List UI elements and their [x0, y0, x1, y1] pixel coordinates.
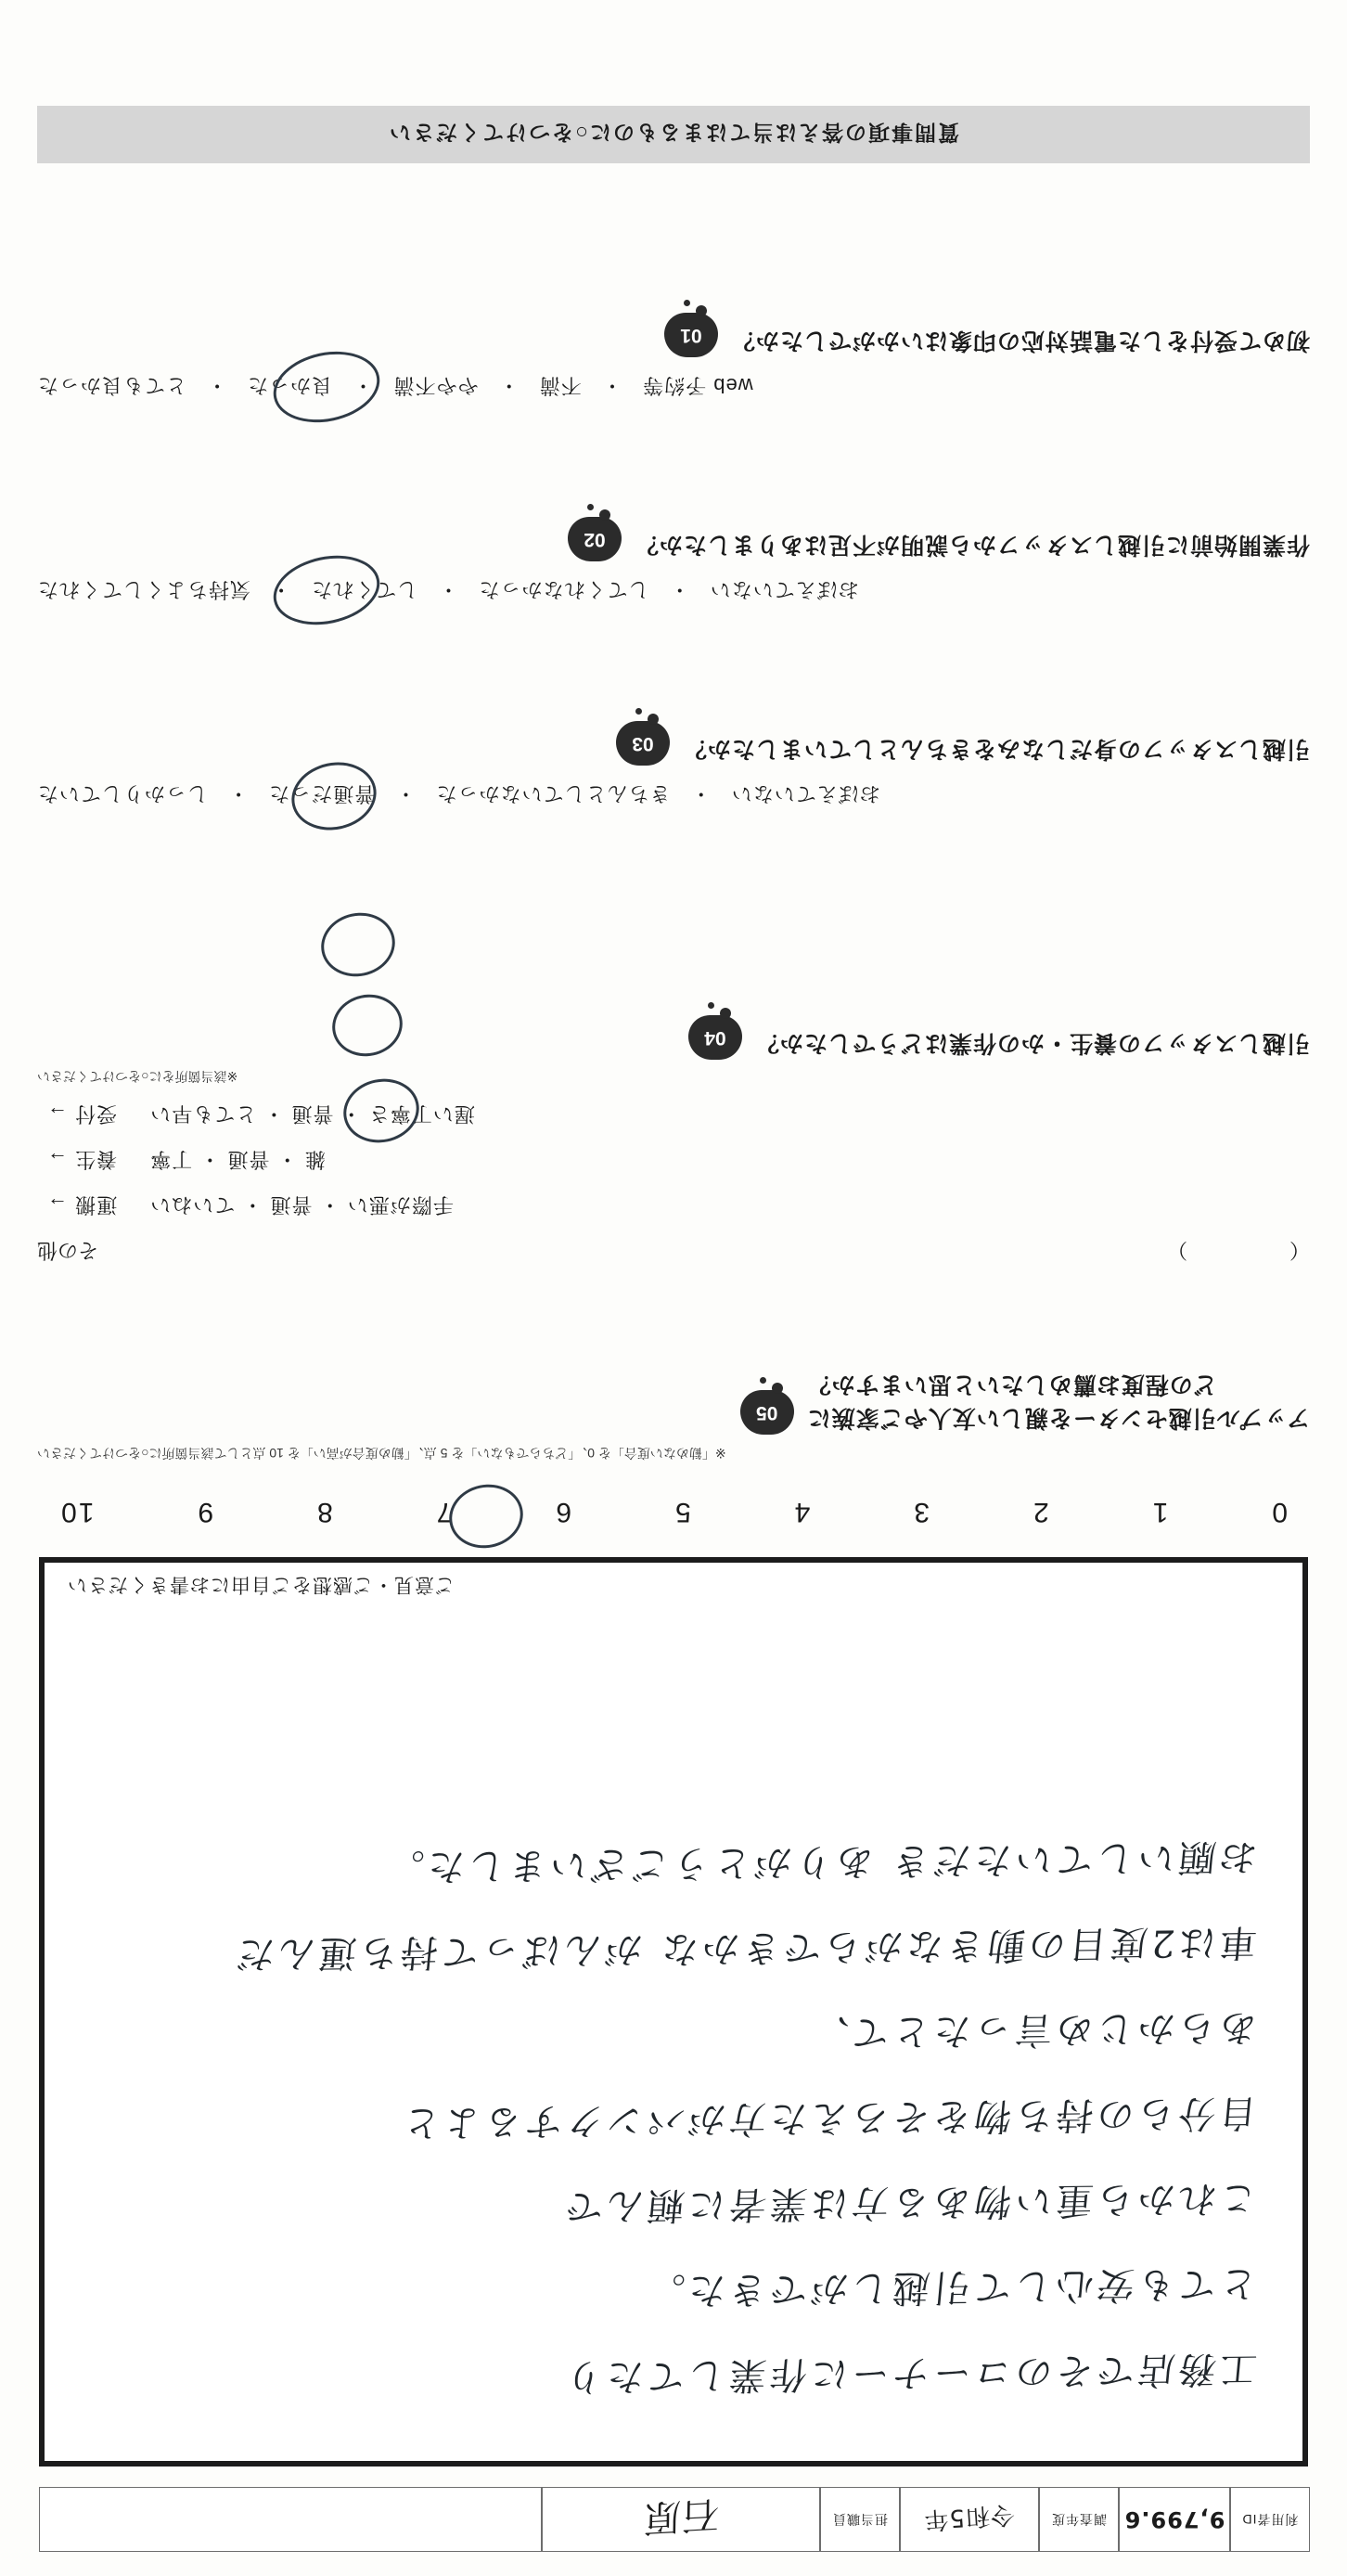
- q04-reception-label: 受付 →: [46, 1102, 118, 1126]
- question-02: [37, 517, 1310, 618]
- comment-line: 自分らの持ち物をそろえた方がパンクするよと: [397, 2091, 1259, 2145]
- comment-line: 車は2度目の動きながらできかな がんばって持ち運んだ: [231, 1920, 1259, 1976]
- scale-value-8[interactable]: 8: [315, 1497, 333, 1527]
- header-id-label: 利用者ID: [1230, 2487, 1310, 2552]
- scale-value-1[interactable]: 1: [1150, 1497, 1169, 1527]
- q02-opt-3[interactable]: してくれなかった: [478, 578, 649, 601]
- q02-opt-1[interactable]: 気持ちよくしてくれた: [37, 578, 251, 601]
- comment-prompt: ご意見・ご感想をご自由にお書きください: [67, 1574, 455, 1595]
- q04-transport-label: 運搬 →: [46, 1193, 118, 1217]
- scale-value-2[interactable]: 2: [1032, 1497, 1049, 1527]
- q04-protect-opt-3[interactable]: 雑: [303, 1148, 326, 1171]
- question-05-title: [807, 1368, 1310, 1435]
- q04-transport-opt-2[interactable]: 普通: [269, 1193, 313, 1217]
- question-04: [37, 1015, 1310, 1286]
- q04-protect-opt-2[interactable]: 普通: [226, 1148, 270, 1171]
- bottom-instruction-bar: 質問事項の答えは当てはまるものに○をつけてください: [37, 106, 1310, 163]
- question-05-title-line1: アップル引越センターを親しい友人やご家族に: [806, 1405, 1310, 1431]
- comment-line: お願いしていただき ありがとうございました。: [380, 1835, 1259, 1888]
- question-05-head: [37, 1368, 1310, 1435]
- q04-protect-label: 養生 →: [46, 1148, 118, 1171]
- q04-protect-opt-1[interactable]: 丁寧: [149, 1148, 193, 1171]
- q03-opt-4[interactable]: おぼえていない: [730, 782, 880, 805]
- comment-line: これから重い物ある方は業者に頼んで: [559, 2176, 1259, 2228]
- scale-value-5[interactable]: 5: [674, 1497, 691, 1527]
- circle-annotation-q04-reception: [315, 906, 401, 983]
- scale-value-6[interactable]: 6: [554, 1497, 572, 1527]
- comment-line: 工務店でそのコーナーに作業してたり: [559, 2347, 1259, 2399]
- header-year-label: 調査年度: [1039, 2487, 1119, 2552]
- question-03-options[interactable]: おぼえていない ・ きちんとしていなかった ・ 普通だった ・ しっかりしていた: [37, 782, 880, 805]
- q03-opt-2[interactable]: 普通だった: [268, 782, 376, 805]
- question-01-head: [37, 313, 1310, 357]
- question-04-note: ※該当箇所をに○をつけてください: [37, 1069, 238, 1084]
- q01-opt-4[interactable]: 不満: [538, 374, 582, 397]
- question-04-other-paren: （ ）: [1166, 1239, 1310, 1262]
- scale-value-9[interactable]: 9: [196, 1497, 214, 1527]
- header-strip: [39, 2487, 1310, 2552]
- question-05-title-line2: どの程度お薦めしたいと思いますか？: [806, 1372, 1217, 1397]
- q01-opt-1[interactable]: とても良かった: [37, 374, 187, 397]
- question-05-badge: 05: [740, 1390, 794, 1435]
- q01-opt-5[interactable]: web 予約等: [642, 374, 753, 397]
- question-04-row-transport[interactable]: 手際が悪い ・ 普通 ・ ていねい 運搬 →: [46, 1193, 454, 1217]
- q04-transport-opt-3[interactable]: 手際が悪い: [346, 1193, 454, 1217]
- header-staff-label: 担当職員: [820, 2487, 900, 2552]
- q03-opt-3[interactable]: きちんとしていなかった: [435, 782, 671, 805]
- free-comment-box[interactable]: [39, 1557, 1308, 2467]
- q02-opt-4[interactable]: おぼえていない: [709, 578, 859, 601]
- question-04-head: [37, 1015, 1310, 1060]
- q01-opt-2[interactable]: 良かった: [247, 374, 333, 397]
- question-04-row-protection[interactable]: 雑 ・ 普通 ・ 丁寧 養生 →: [46, 1148, 326, 1171]
- scale-value-10[interactable]: 10: [59, 1497, 95, 1527]
- scale-value-0[interactable]: 0: [1270, 1497, 1288, 1527]
- handwritten-comment: [82, 1821, 1259, 2418]
- question-01-badge: 01: [664, 313, 718, 357]
- q04-reception-opt-2[interactable]: 普通: [290, 1102, 334, 1126]
- comment-line: とても安心して引越しができた。: [641, 2261, 1259, 2312]
- comment-line: あらかじめ言ったとて、: [805, 2005, 1259, 2054]
- header-year-value: 令和5年: [900, 2487, 1039, 2552]
- question-03-head: [37, 721, 1310, 766]
- question-03-title: 引越しスタッフの身だしなみをきちんとしていましたか？: [682, 736, 1310, 762]
- question-01-options[interactable]: web 予約等 ・ 不満 ・ やや不満 ・ 良かった ・ とても良かった: [37, 374, 753, 397]
- header-signature: 石原: [542, 2487, 820, 2552]
- q01-opt-3[interactable]: やや不満: [392, 374, 479, 397]
- question-04-row-reception[interactable]: 遅い丁寧さ ・ 普通 ・ とても早い 受付 →: [46, 1102, 475, 1126]
- question-02-head: [37, 517, 1310, 561]
- question-05: [37, 1368, 1310, 1466]
- question-02-options[interactable]: おぼえていない ・ してくれなかった ・ してくれた ・ 気持ちよくしてくれた: [37, 578, 859, 601]
- question-01: [37, 313, 1310, 414]
- scale-value-7[interactable]: 7: [434, 1497, 453, 1527]
- question-03: [37, 721, 1310, 822]
- header-blank-cell: [39, 2487, 542, 2552]
- scale-value-3[interactable]: 3: [912, 1497, 930, 1527]
- question-03-badge: 03: [616, 721, 670, 766]
- question-04-other-row[interactable]: [37, 1237, 1310, 1266]
- nps-scale[interactable]: [37, 1496, 1310, 1527]
- question-04-other-label: その他: [37, 1239, 99, 1262]
- header-id-value: 9,799.6: [1119, 2487, 1230, 2552]
- q04-transport-opt-1[interactable]: ていねい: [149, 1193, 236, 1217]
- q02-opt-2[interactable]: してくれた: [311, 578, 418, 601]
- question-04-badge: 04: [688, 1015, 742, 1060]
- question-01-title: 初めて受付をした電話対応の印象はいかがでしたか？: [730, 328, 1310, 354]
- q03-opt-1[interactable]: しっかりしていた: [37, 782, 209, 805]
- question-05-note: ※「勧めない度合」を 0、「どちらでもない」を 5 点、「勧め度合が高い」を 10 点として該当箇所に○をつけてください: [37, 1446, 726, 1461]
- q04-reception-opt-1[interactable]: とても早い: [149, 1102, 257, 1126]
- q04-reception-opt-3[interactable]: 遅い丁寧さ: [367, 1102, 475, 1126]
- question-04-title: 引越しスタッフの養生・かの作業はどうでしたか？: [754, 1030, 1310, 1056]
- question-02-title: 作業開始前に引越しスタッフから説明が不足はありましたか？: [634, 532, 1310, 558]
- question-02-badge: 02: [568, 517, 622, 561]
- scale-value-4[interactable]: 4: [792, 1497, 811, 1527]
